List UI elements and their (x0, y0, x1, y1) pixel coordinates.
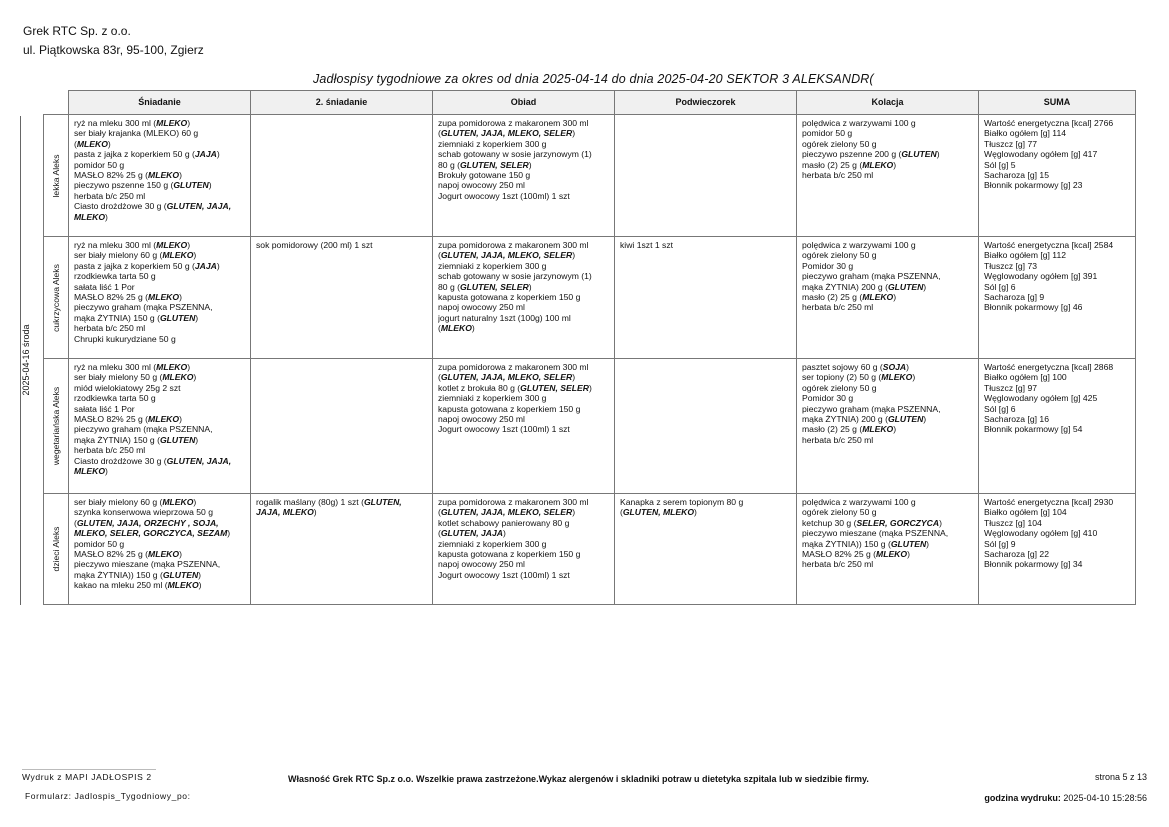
second-breakfast-cell (251, 359, 433, 494)
allergen-text: GLUTEN, JAJA, MLEKO, SELER (440, 250, 573, 261)
allergen-text: MLEKO (156, 362, 188, 372)
menu-line: (GLUTEN, JAJA) (438, 528, 506, 539)
menu-line: rzodkiewka tarta 50 g (74, 271, 156, 282)
menu-line: Węglowodany ogółem [g] 425 (984, 393, 1098, 404)
menu-line: masło (2) 25 g (MLEKO) (802, 159, 897, 170)
allergen-text: MLEKO (148, 170, 180, 181)
menu-line: herbata b/c 250 ml (802, 434, 874, 445)
menu-line: Błonnik pokarmowy [g] 46 (984, 302, 1083, 313)
menu-line: ogórek zielony 50 g (802, 138, 877, 149)
menu-line: ogórek zielony 50 g (802, 250, 877, 261)
allergen-text: GLUTEN, JAJA, MLEKO, SELER (440, 507, 573, 518)
menu-line: Błonnik pokarmowy [g] 23 (984, 180, 1083, 191)
allergen-text: MLEKO (167, 580, 199, 591)
snack-cell (615, 359, 797, 494)
menu-line: napoj owocowy 250 ml (438, 559, 525, 570)
menu-line: pasztet sojowy 60 g (SOJA) (802, 362, 910, 372)
allergen-text: MLEKO (148, 549, 180, 560)
menu-line: kotlet schabowy panierowany 80 g (438, 517, 570, 528)
menu-line: pieczywo graham (mąka PSZENNA, (802, 271, 941, 282)
allergen-text: MLEKO (156, 118, 188, 128)
menu-line: Sól [g] 6 (984, 281, 1016, 292)
printout-source: Wydruk z MAPI JADŁOSPIS 2 (22, 772, 152, 782)
allergen-text: GLUTEN (887, 281, 924, 292)
menu-line: sok pomidorowy (200 ml) 1 szt (256, 240, 373, 250)
allergen-text: MLEKO (148, 292, 180, 303)
menu-line: herbata b/c 250 ml (74, 190, 146, 201)
menu-line: Brokuły gotowane 150 g (438, 170, 531, 181)
allergen-text: GLUTEN (159, 312, 196, 323)
menu-line: ketchup 30 g (SELER, GORCZYCA) (802, 517, 942, 528)
menu-line: sałata liść 1 Por (74, 403, 135, 414)
breakfast-cell (69, 237, 251, 359)
second-breakfast-cell (251, 237, 433, 359)
menu-line: ser biały mielony 50 g (MLEKO) (74, 372, 197, 383)
allergen-text: GLUTEN, MLEKO (622, 507, 695, 518)
second-breakfast-cell (251, 115, 433, 237)
menu-line: pomidor 50 g (74, 159, 125, 170)
menu-line: polędwica z warzywami 100 g (802, 240, 916, 250)
menu-row (44, 237, 1136, 359)
lunch-cell (433, 494, 615, 605)
menu-line: ryż na mleku 300 ml (MLEKO) (74, 240, 191, 250)
menu-line: kapusta gotowana z koperkiem 150 g (438, 549, 581, 560)
allergen-text: GLUTEN (887, 414, 924, 425)
menu-line: rogalik maślany (80g) 1 szt (GLUTEN, (256, 497, 402, 507)
allergen-text: MLEKO (162, 497, 194, 507)
column-header-second-breakfast: 2. śniadanie (251, 91, 433, 115)
diet-cell (44, 237, 69, 359)
menu-line: Wartość energetyczna [kcal] 2930 (984, 497, 1114, 507)
allergen-text: GLUTEN, SELER (459, 281, 529, 292)
menu-line: (GLUTEN, JAJA, MLEKO, SELER) (438, 372, 576, 383)
menu-line: (MLEKO) (74, 138, 111, 149)
menu-line: Kanapka z serem topionym 80 g (620, 497, 744, 507)
menu-line: Pomidor 30 g (802, 393, 854, 404)
second-breakfast-cell (251, 494, 433, 605)
allergen-text: SOJA (882, 362, 907, 372)
menu-line: Ciasto drożdżowe 30 g (GLUTEN, JAJA, (74, 201, 232, 212)
allergen-text: MLEKO (162, 250, 194, 261)
menu-line: herbata b/c 250 ml (74, 445, 146, 456)
menu-body (44, 115, 1136, 605)
menu-line: MLEKO) (74, 211, 108, 222)
allergen-text: GLUTEN (173, 180, 209, 191)
allergen-text: GLUTEN (901, 149, 937, 160)
menu-line: schab gotowany w sosie jarzynowym (1) (438, 149, 592, 160)
menu-line: rzodkiewka tarta 50 g (74, 393, 156, 404)
menu-line: Węglowodany ogółem [g] 391 (984, 271, 1098, 282)
allergen-text: GLUTEN (890, 538, 927, 549)
form-name: Formularz: Jadlospis_Tygodniowy_po: (25, 791, 191, 801)
menu-line: JAJA, MLEKO) (256, 507, 317, 518)
menu-row (44, 359, 1136, 494)
menu-row (44, 494, 1136, 605)
menu-line: ser biały mielony 60 g (MLEKO) (74, 250, 197, 261)
menu-line: Wartość energetyczna [kcal] 2584 (984, 240, 1114, 250)
document-title: Jadłospisy tygodniowe za okres od dnia 2025-04-14 do dnia 2025-04-20 SEKTOR 3 ALEKSANDR( (313, 72, 874, 86)
menu-line: zupa pomidorowa z makaronem 300 ml (438, 497, 589, 507)
menu-line: miód wielokiatowy 25g 2 szt (74, 382, 181, 393)
menu-line: ogórek zielony 50 g (802, 507, 877, 518)
column-header-lunch: Obiad (433, 91, 615, 115)
snack-cell (615, 237, 797, 359)
menu-line: zupa pomidorowa z makaronem 300 ml (438, 362, 589, 372)
menu-line: masło (2) 25 g (MLEKO) (802, 292, 897, 303)
menu-line: napoj owocowy 250 ml (438, 302, 525, 313)
menu-line: ogórek zielony 50 g (802, 382, 877, 393)
menu-line: Sól [g] 5 (984, 159, 1016, 170)
menu-line: Sacharoza [g] 15 (984, 170, 1049, 181)
allergen-text: MLEKO (862, 292, 894, 303)
menu-line: Białko ogółem [g] 112 (984, 250, 1067, 261)
menu-line: pasta z jajka z koperkiem 50 g (JAJA) (74, 149, 220, 160)
menu-line: mąka ŻYTNIA)) 150 g (GLUTEN) (802, 538, 930, 549)
menu-line: (GLUTEN, MLEKO) (620, 507, 697, 518)
menu-line: pieczywo pszenne 150 g (GLUTEN) (74, 180, 212, 191)
diet-label: dzieci Aleks (50, 526, 61, 572)
menu-line: MASŁO 82% 25 g (MLEKO) (74, 170, 182, 181)
menu-line: pieczywo pszenne 200 g (GLUTEN) (802, 149, 940, 160)
menu-line: ziemniaki z koperkiem 300 g (438, 538, 547, 549)
sum-cell (979, 494, 1136, 605)
menu-line: ziemniaki z koperkiem 300 g (438, 138, 547, 149)
menu-line: masło (2) 25 g (MLEKO) (802, 424, 897, 435)
lunch-cell (433, 359, 615, 494)
snack-cell (615, 115, 797, 237)
menu-line: Węglowodany ogółem [g] 410 (984, 528, 1098, 539)
menu-line: pieczywo mieszane (mąka PSZENNA, (802, 528, 949, 539)
menu-line: pieczywo graham (mąka PSZENNA, (74, 424, 213, 435)
menu-line: pieczywo graham (mąka PSZENNA, (802, 403, 941, 414)
menu-line: Sacharoza [g] 22 (984, 549, 1049, 560)
diet-label: cukrzycowa Aleks (50, 263, 61, 332)
menu-line: MLEKO, SELER, GORCZYCA, SEZAM) (74, 528, 231, 539)
footer-divider (22, 769, 156, 770)
menu-line: 80 g (GLUTEN, SELER) (438, 281, 532, 292)
dinner-cell (797, 494, 979, 605)
allergen-text: MLEKO (881, 372, 913, 383)
allergen-text: MLEKO, SELER, GORCZYCA, SEZAM (74, 528, 228, 539)
allergen-text: GLUTEN, JAJA, (166, 201, 232, 212)
menu-line: (GLUTEN, JAJA, MLEKO, SELER) (438, 250, 576, 261)
menu-line: kotlet z brokuła 80 g (GLUTEN, SELER) (438, 382, 592, 393)
allergen-text: GLUTEN, JAJA, MLEKO, SELER (440, 372, 573, 383)
lunch-cell (433, 115, 615, 237)
allergen-text: GLUTEN, JAJA, (166, 455, 232, 466)
menu-line: (GLUTEN, JAJA, MLEKO, SELER) (438, 507, 576, 518)
menu-line: ryż na mleku 300 ml (MLEKO) (74, 118, 191, 128)
sum-cell (979, 359, 1136, 494)
menu-line: kapusta gotowana z koperkiem 150 g (438, 292, 581, 303)
menu-line: Sól [g] 9 (984, 538, 1016, 549)
header-row (44, 91, 1136, 115)
menu-line: schab gotowany w sosie jarzynowym (1) (438, 271, 592, 282)
allergen-text: GLUTEN, (363, 497, 402, 507)
menu-line: ziemniaki z koperkiem 300 g (438, 393, 547, 404)
menu-line: jogurt naturalny 1szt (100g) 100 ml (438, 312, 571, 323)
menu-line: Białko ogółem [g] 114 (984, 128, 1067, 139)
menu-line: MASŁO 82% 25 g (MLEKO) (74, 549, 182, 560)
diet-cell (44, 494, 69, 605)
menu-line: napoj owocowy 250 ml (438, 180, 525, 191)
menu-line: pasta z jajka z koperkiem 50 g (JAJA) (74, 260, 220, 271)
allergen-text: GLUTEN, SELER (520, 382, 589, 393)
breakfast-cell (69, 494, 251, 605)
menu-line: zupa pomidorowa z makaronem 300 ml (438, 118, 589, 128)
menu-line: Wartość energetyczna [kcal] 2766 (984, 118, 1114, 128)
diet-cell (44, 359, 69, 494)
print-time (984, 793, 1147, 803)
menu-line: zupa pomidorowa z makaronem 300 ml (438, 240, 589, 250)
menu-line: ser topiony (2) 50 g (MLEKO) (802, 372, 916, 383)
allergen-text: MLEKO (862, 424, 894, 435)
allergen-text: GLUTEN, JAJA, ORZECHY , SOJA, (76, 517, 219, 528)
page-number: strona 5 z 13 (1094, 772, 1147, 782)
diet-label: lekka Aleks (50, 154, 61, 197)
menu-line: Błonnik pokarmowy [g] 34 (984, 559, 1083, 570)
menu-line: kiwi 1szt 1 szt (620, 240, 674, 250)
dinner-cell (797, 359, 979, 494)
menu-line: kapusta gotowana z koperkiem 150 g (438, 403, 581, 414)
diet-cell (44, 115, 69, 237)
dinner-cell (797, 237, 979, 359)
menu-table (43, 90, 1136, 605)
menu-line: polędwica z warzywami 100 g (802, 118, 916, 128)
menu-line: Węglowodany ogółem [g] 417 (984, 149, 1098, 160)
menu-line: ser biały krajanka (MLEKO) 60 g (74, 128, 199, 139)
company-address: ul. Piątkowska 83r, 95-100, Zgierz (23, 43, 204, 57)
menu-row (44, 115, 1136, 237)
menu-line: ziemniaki z koperkiem 300 g (438, 260, 547, 271)
allergen-text: GLUTEN (162, 569, 199, 580)
column-header-breakfast: Śniadanie (69, 91, 251, 115)
menu-line: (GLUTEN, JAJA, MLEKO, SELER) (438, 128, 576, 139)
menu-line: Tłuszcz [g] 73 (984, 260, 1038, 271)
breakfast-cell (69, 115, 251, 237)
menu-line: pomidor 50 g (74, 538, 125, 549)
menu-line: ryż na mleku 300 ml (MLEKO) (74, 362, 191, 372)
allergen-text: MLEKO (74, 211, 106, 222)
allergen-text: MLEKO (148, 414, 180, 425)
menu-line: mąka ŻYTNIA) 150 g (GLUTEN) (74, 434, 199, 445)
allergen-text: JAJA (194, 260, 217, 271)
menu-line: MASŁO 82% 25 g (MLEKO) (74, 414, 182, 425)
sum-cell (979, 237, 1136, 359)
menu-line: mąka ŻYTNIA) 150 g (GLUTEN) (74, 312, 199, 323)
menu-line: Tłuszcz [g] 97 (984, 382, 1038, 393)
corner-cell (44, 91, 69, 115)
menu-line: MASŁO 82% 25 g (MLEKO) (802, 549, 910, 560)
allergen-text: MLEKO (156, 240, 188, 250)
date-label: 2025-04-16 środa (21, 324, 31, 396)
menu-line: mąka ŻYTNIA) 200 g (GLUTEN) (802, 414, 927, 425)
allergen-text: MLEKO (862, 159, 894, 170)
menu-line: szynka konserwowa wieprzowa 50 g (74, 507, 213, 518)
company-name: Grek RTC Sp. z o.o. (23, 24, 131, 38)
menu-line: polędwica z warzywami 100 g (802, 497, 916, 507)
menu-line: (GLUTEN, JAJA, ORZECHY , SOJA, (74, 517, 219, 528)
allergen-text: SELER, GORCZYCA (856, 517, 940, 528)
menu-line: Tłuszcz [g] 77 (984, 138, 1038, 149)
allergen-text: GLUTEN (159, 434, 196, 445)
allergen-text: JAJA, MLEKO (256, 507, 314, 518)
menu-line: herbata b/c 250 ml (74, 323, 146, 334)
menu-line: herbata b/c 250 ml (802, 302, 874, 313)
menu-line: napoj owocowy 250 ml (438, 414, 525, 425)
menu-line: Jogurt owocowy 1szt (100ml) 1 szt (438, 569, 570, 580)
snack-cell (615, 494, 797, 605)
print-time-value: 2025-04-10 15:28:56 (1063, 793, 1147, 803)
column-header-dinner: Kolacja (797, 91, 979, 115)
menu-line: Błonnik pokarmowy [g] 54 (984, 424, 1083, 435)
menu-line: Jogurt owocowy 1szt (100ml) 1 szt (438, 424, 570, 435)
menu-line: Tłuszcz [g] 104 (984, 517, 1042, 528)
allergen-text: MLEKO (876, 549, 908, 560)
menu-line: Sól [g] 6 (984, 403, 1016, 414)
allergen-text: JAJA (194, 149, 217, 160)
menu-line: MASŁO 82% 25 g (MLEKO) (74, 292, 182, 303)
menu-line: Chrupki kukurydziane 50 g (74, 333, 176, 344)
sum-cell (979, 115, 1136, 237)
menu-line: herbata b/c 250 ml (802, 559, 874, 570)
menu-line: Sacharoza [g] 9 (984, 292, 1045, 303)
lunch-cell (433, 237, 615, 359)
print-time-label: godzina wydruku: (984, 793, 1061, 803)
menu-line: mąka ŻYTNIA)) 150 g (GLUTEN) (74, 569, 202, 580)
menu-line: pomidor 50 g (802, 128, 853, 139)
menu-line: Ciasto drożdżowe 30 g (GLUTEN, JAJA, (74, 455, 232, 466)
menu-line: Wartość energetyczna [kcal] 2868 (984, 362, 1114, 372)
ownership-notice: Własność Grek RTC Sp.z o.o. Wszelkie prawa zastrzeżone.Wykaz alergenów i skladniki potraw u dietetyka szpitala lub w siedzibie firmy. (288, 774, 869, 784)
menu-line: Białko ogółem [g] 104 (984, 507, 1067, 518)
allergen-text: MLEKO (74, 466, 106, 477)
allergen-text: MLEKO (162, 372, 194, 383)
menu-line: Sacharoza [g] 16 (984, 414, 1049, 425)
dinner-cell (797, 115, 979, 237)
diet-label: wegetariańska Aleks (50, 386, 61, 466)
allergen-text: MLEKO (76, 138, 108, 149)
menu-line: Białko ogółem [g] 100 (984, 372, 1067, 383)
menu-line: sałata liść 1 Por (74, 281, 135, 292)
allergen-text: GLUTEN, JAJA (440, 528, 503, 539)
menu-line: pieczywo mieszane (mąka PSZENNA, (74, 559, 221, 570)
menu-line: herbata b/c 250 ml (802, 170, 874, 181)
column-header-sum: SUMA (979, 91, 1136, 115)
menu-line: (MLEKO) (438, 323, 475, 334)
breakfast-cell (69, 359, 251, 494)
menu-line: pieczywo graham (mąka PSZENNA, (74, 302, 213, 313)
menu-line: mąka ŻYTNIA) 200 g (GLUTEN) (802, 281, 927, 292)
allergen-text: GLUTEN, JAJA, MLEKO, SELER (440, 128, 573, 139)
menu-line: Jogurt owocowy 1szt (100ml) 1 szt (438, 190, 570, 201)
menu-line: ser biały mielony 60 g (MLEKO) (74, 497, 197, 507)
column-header-snack: Podwieczorek (615, 91, 797, 115)
menu-line: 80 g (GLUTEN, SELER) (438, 159, 532, 170)
menu-line: kakao na mleku 250 ml (MLEKO) (74, 580, 202, 591)
company-block (23, 22, 204, 60)
allergen-text: GLUTEN, SELER (459, 159, 529, 170)
menu-line: Pomidor 30 g (802, 260, 854, 271)
menu-line: MLEKO) (74, 466, 108, 477)
allergen-text: MLEKO (440, 323, 472, 334)
